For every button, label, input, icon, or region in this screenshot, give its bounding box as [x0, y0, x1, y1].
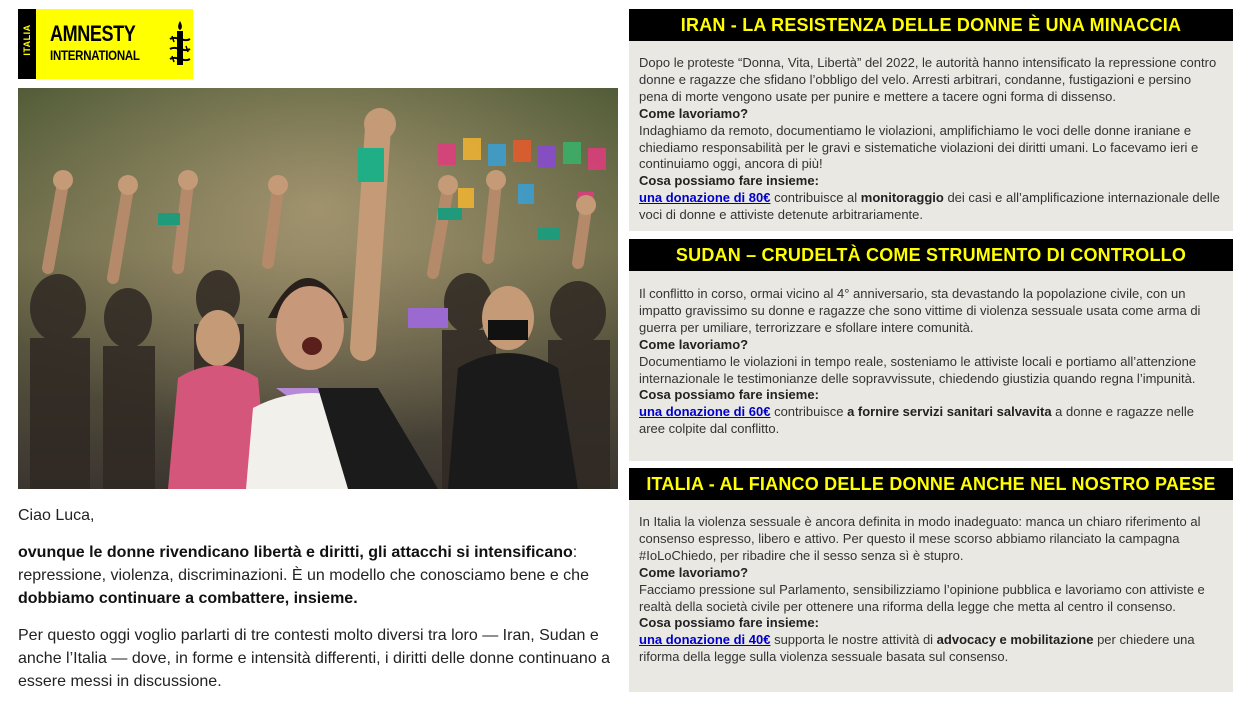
donation-text-bold: a fornire servizi sanitari salvavita: [847, 404, 1052, 420]
donation-text-post: dei casi e all’amplificazione internazionale delle voci di donne e attiviste detenute arbitrariamente.: [639, 190, 1220, 223]
donation-link-60[interactable]: una donazione di 60€: [639, 404, 771, 420]
donation-link-80[interactable]: una donazione di 80€: [639, 190, 771, 206]
hero-protest-photo[interactable]: [18, 88, 618, 489]
together-label: Cosa possiamo fare insieme:: [639, 387, 819, 403]
donation-text-bold: monitoraggio: [860, 190, 944, 206]
donation-text-pre: contribuisce al: [770, 190, 861, 206]
donation-text-pre: supporta le nostre attività di: [770, 632, 937, 648]
donation-line: [639, 190, 1223, 224]
donation-text-pre: contribuisce: [770, 404, 848, 420]
donation-text-post: a donne e ragazze nelle aree colpite dal conflitto.: [639, 404, 1194, 437]
how-we-work-text: Indaghiamo da remoto, documentiamo le violazioni, amplifichiamo le voci delle donne iraniane e chiediamo responsabilità per le gravi e sistematiche violazioni dei diritti umani. Lo facevamo ieri e continuiamo oggi, ancora di più!: [639, 122, 1199, 172]
how-we-work-text: Facciamo pressione sul Parlamento, sensibilizziamo l’opinione pubblica e lavoriamo con attiviste e realtà della società civile per ottenere una riforma della legge che metta al centro il consenso.: [639, 581, 1205, 614]
section-intro: Il conflitto in corso, ormai vicino al 4° anniversario, sta devastando la popolazione civile, con un impatto gravissimo su donne e ragazze che sono vittime di violenza sessuale usata come arma di guerra per umiliare, terrorizzare e sfollare intere comunità.: [639, 286, 1201, 335]
how-we-work-text: Documentiamo le violazioni in tempo reale, sosteniamo le attiviste locali e portiamo all’attenzione internazionale le testimonianze delle sopravvissute, chiedendo giustizia quando regna l’impunità.: [639, 353, 1197, 386]
section-sudan: [629, 271, 1233, 461]
section-italia: [629, 500, 1233, 692]
letter-paragraph-2: Per questo oggi voglio parlarti di tre contesti molto diversi tra loro — Iran, Sudan e anche l’Italia — dove, in forme e intensità differenti, i diritti delle donne continuano a essere messi in discussione.: [18, 627, 611, 690]
section-iran: [629, 41, 1233, 231]
how-we-work-label: Come lavoriamo?: [639, 105, 749, 121]
logo-wordmark: [50, 23, 159, 62]
protest-photo: [18, 88, 618, 489]
donation-link-40[interactable]: una donazione di 40€: [639, 632, 771, 648]
donation-line: [639, 632, 1223, 666]
how-we-work-label: Come lavoriamo?: [639, 564, 749, 580]
section-title-sudan: SUDAN – CRUDELTÀ COME STRUMENTO DI CONTROLLO: [629, 239, 1233, 271]
amnesty-logo[interactable]: [18, 9, 193, 79]
letter-text-1: : repressione, violenza, discriminazioni. È un modello che conosciamo bene e che: [18, 544, 589, 584]
donation-text-post: per chiedere una riforma della legge sulla violenza sessuale basata sul consenso.: [639, 632, 1195, 665]
logo-country-strip: [18, 9, 36, 79]
how-we-work-label: Come lavoriamo?: [639, 336, 749, 352]
letter-body: [18, 504, 618, 707]
section-title-italia: ITALIA - AL FIANCO DELLE DONNE ANCHE NEL NOSTRO PAESE: [629, 468, 1233, 500]
logo-line2: INTERNATIONAL: [50, 47, 140, 63]
letter-highlight-1: ovunque le donne rivendicano libertà e diritti, gli attacchi si intensificano: [18, 544, 573, 561]
logo-country-label: ITALIA: [22, 24, 32, 56]
section-intro: Dopo le proteste “Donna, Vita, Libertà” del 2022, le autorità hanno intensificato la repressione contro donne e ragazze che sfidano l’obbligo del velo. Arresti arbitrari, condanne, fustigazioni e persino pena di morte vengono usate per punire e mettere a tacere ogni forma di dissenso.: [639, 55, 1217, 104]
letter-highlight-2: dobbiamo continuare a combattere, insieme.: [18, 590, 358, 607]
greeting: Ciao Luca,: [18, 507, 95, 524]
candle-barbed-wire-icon: [168, 19, 192, 71]
together-label: Cosa possiamo fare insieme:: [639, 615, 819, 631]
campaign-sections: [625, 0, 1233, 700]
together-label: Cosa possiamo fare insieme:: [639, 173, 819, 189]
letter-paragraph-1: [18, 541, 618, 610]
logo-line1: AMNESTY: [50, 21, 136, 46]
donation-line: [639, 404, 1223, 438]
donation-text-bold: advocacy e mobilitazione: [936, 632, 1094, 648]
section-intro: In Italia la violenza sessuale è ancora definita in modo inadeguato: manca un chiaro riferimento al consenso espresso, libero e attivo. Per questo il mese scorso abbiamo rilanciato la campagna #IoLoChiedo, per ribadire che il sesso senza sì è stupro.: [639, 514, 1201, 563]
section-title-iran: IRAN - LA RESISTENZA DELLE DONNE È UNA MINACCIA: [629, 9, 1233, 41]
